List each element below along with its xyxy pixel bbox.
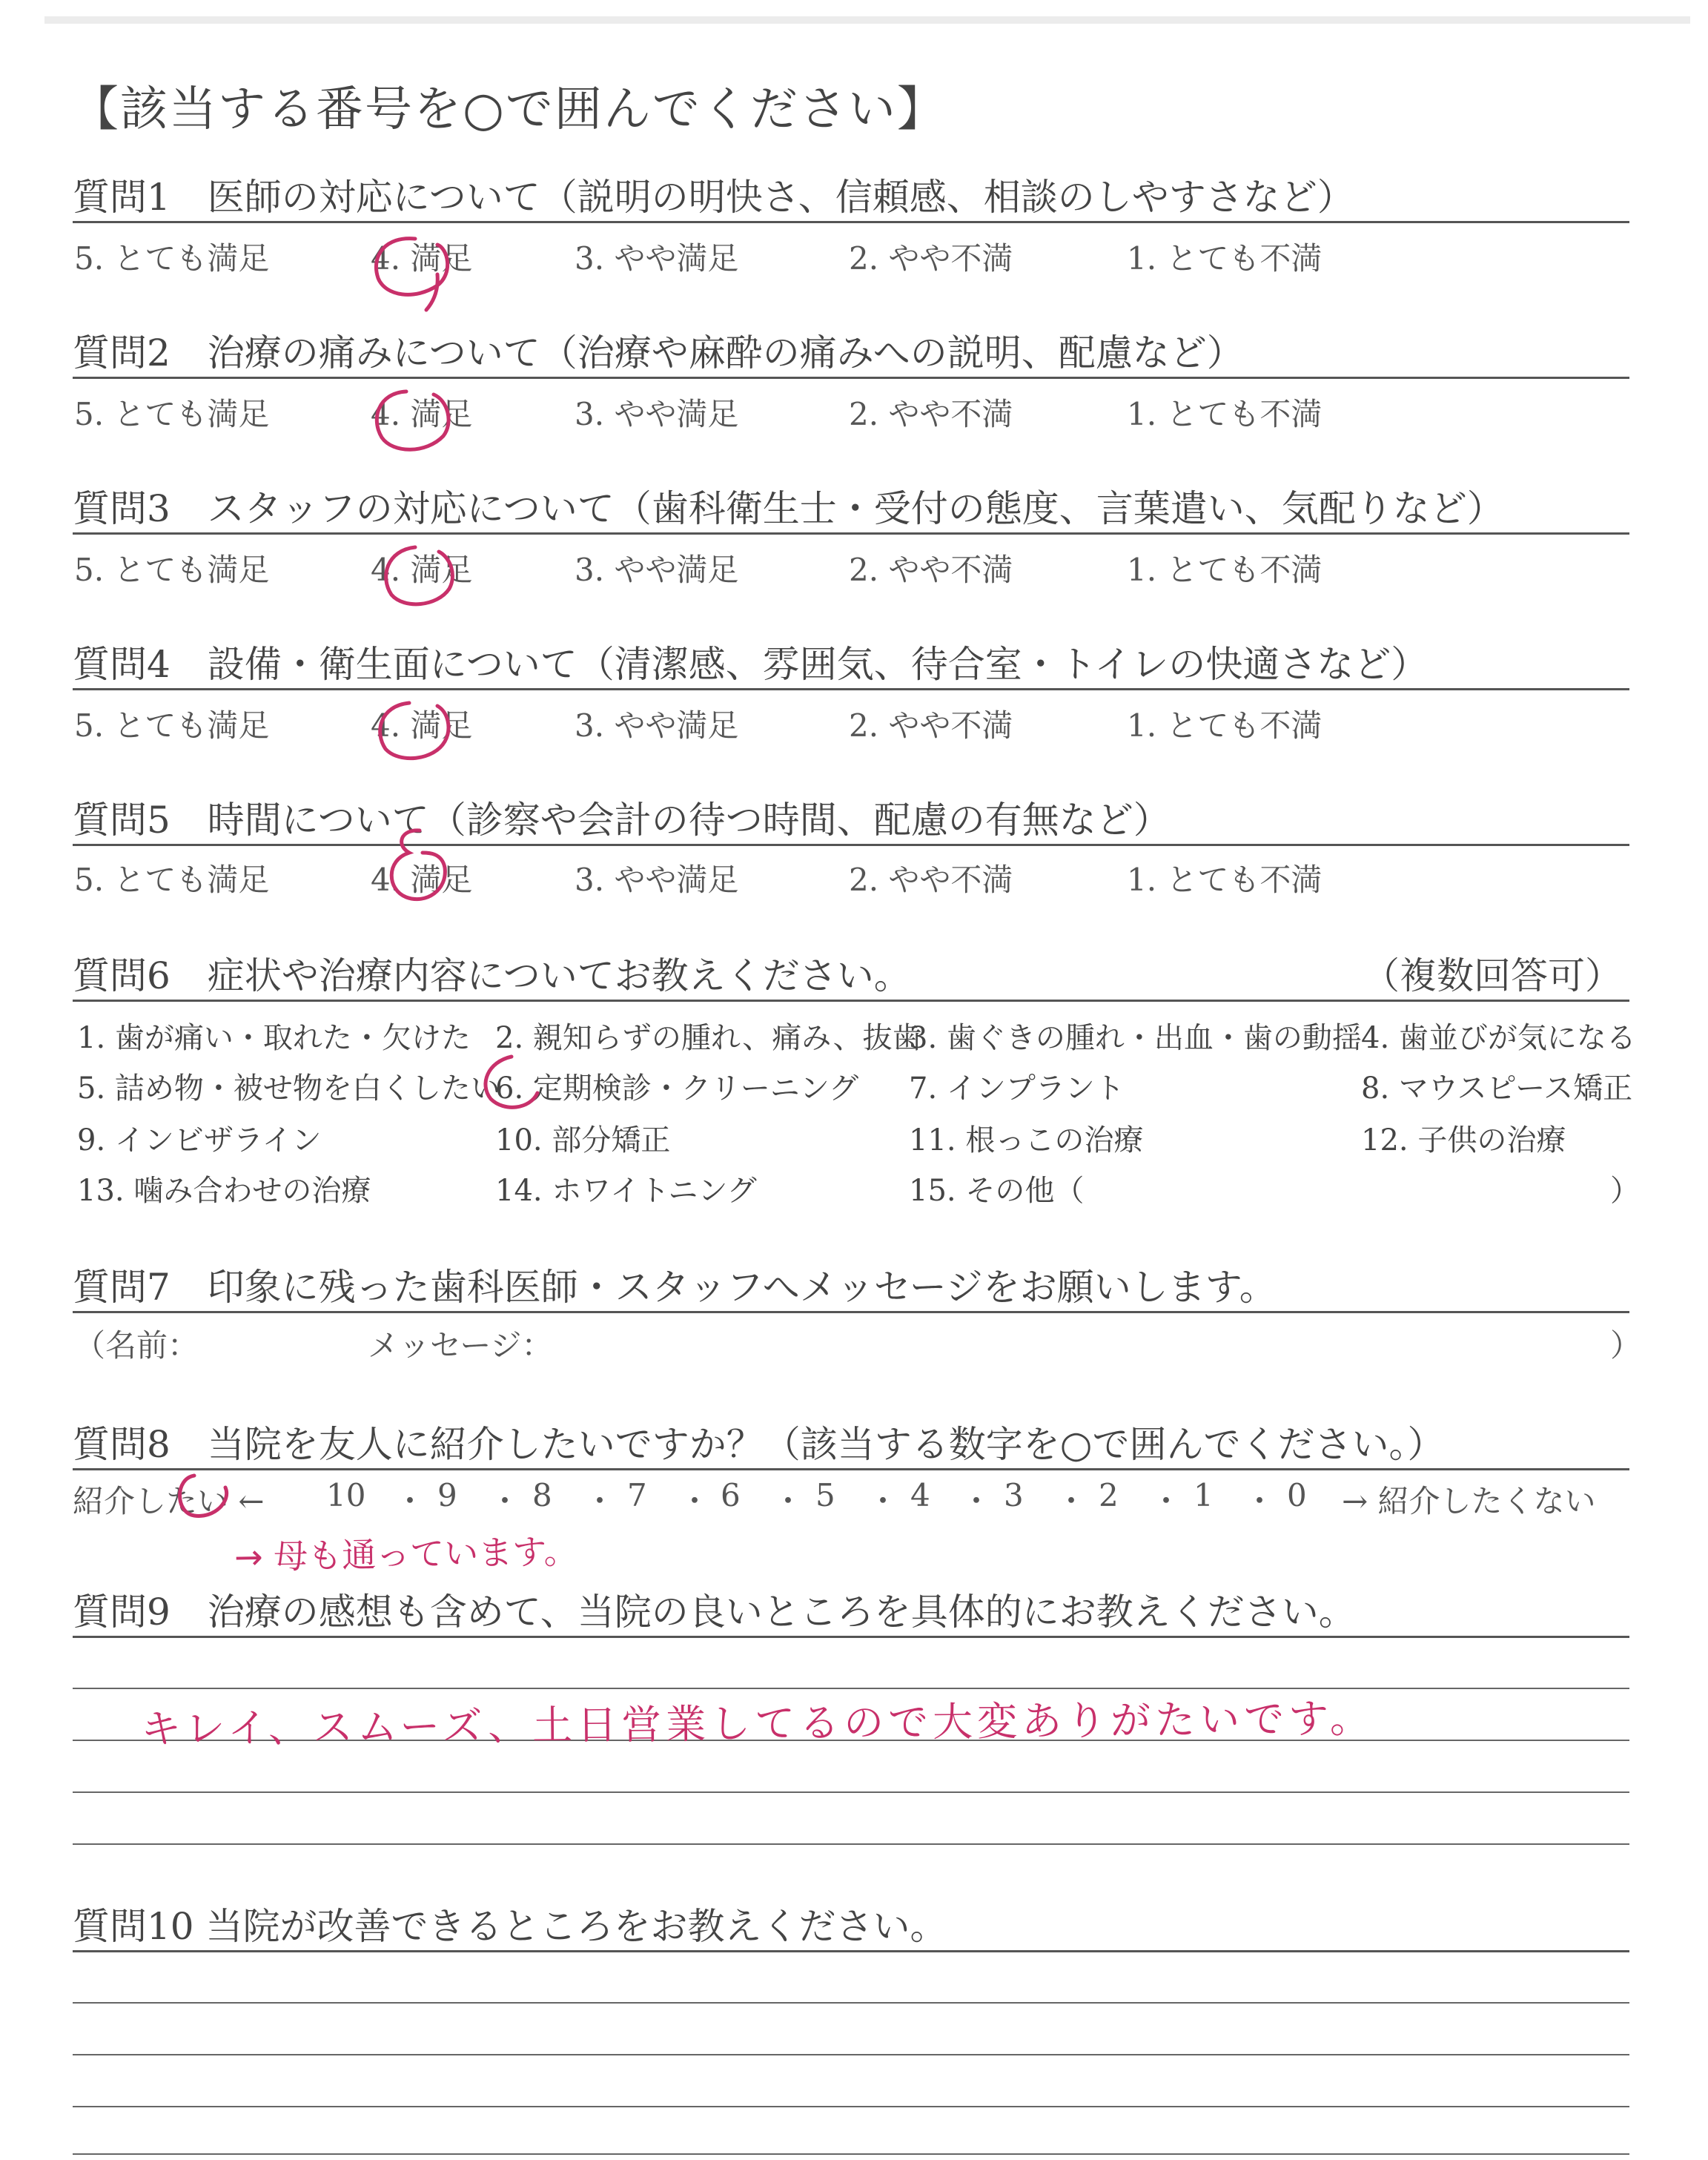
question-2-title: 質問2 治療の痛みについて（治療や麻酔の痛みへの説明、配慮など） [73, 331, 1244, 374]
question-6-note: （複数回答可） [1363, 954, 1622, 997]
q8-scale-0[interactable]: 0 [1287, 1477, 1307, 1513]
q1-option-1[interactable]: 1. とても不満 [1127, 240, 1323, 277]
q5-option-5[interactable]: 5. とても満足 [74, 862, 270, 898]
q1-option-5[interactable]: 5. とても満足 [74, 240, 270, 277]
q4-option-2[interactable]: 2. やや不満 [849, 707, 1013, 744]
q8-scale-2[interactable]: 2 [1099, 1477, 1119, 1513]
q8-scale-5[interactable]: 5 [815, 1477, 835, 1513]
q2-option-3[interactable]: 3. やや満足 [575, 396, 739, 432]
q7-close: ） [1610, 1327, 1642, 1364]
q8-dot: ・ [1056, 1483, 1088, 1519]
q6-option-3[interactable]: 3. 歯ぐきの腫れ・出血・歯の動揺 [909, 1021, 1362, 1055]
q6-option-7[interactable]: 7. インプラント [909, 1071, 1125, 1106]
answer-line [73, 1843, 1629, 1845]
q8-scale-9[interactable]: 9 [437, 1477, 457, 1513]
q6-option-15[interactable]: 15. その他（ [909, 1174, 1085, 1208]
q4-option-5[interactable]: 5. とても満足 [74, 707, 270, 744]
q3-option-4[interactable]: 4. 満足 [371, 552, 473, 588]
question-9-title: 質問9 治療の感想も含めて、当院の良いところを具体的にお教えください。 [73, 1591, 1356, 1634]
q8-dot: ・ [1244, 1483, 1276, 1519]
q2-option-5[interactable]: 5. とても満足 [74, 396, 270, 432]
q4-option-4[interactable]: 4. 満足 [371, 707, 473, 744]
q8-scale-4[interactable]: 4 [910, 1477, 930, 1513]
question-7-title: 質問7 印象に残った歯科医師・スタッフへメッセージをお願いします。 [73, 1266, 1277, 1309]
q8-dot: ・ [584, 1483, 616, 1519]
q8-handwritten-note: → 母も通っています。 [234, 1530, 578, 1578]
q8-dot: ・ [489, 1483, 521, 1519]
q8-dot: ・ [394, 1483, 426, 1519]
q3-option-1[interactable]: 1. とても不満 [1127, 552, 1323, 588]
q8-dot: ・ [772, 1483, 804, 1519]
q6-option-5[interactable]: 5. 詰め物・被せ物を白くしたい [77, 1071, 500, 1106]
question-4-title: 質問4 設備・衛生面について（清潔感、雰囲気、待合室・トイレの快適さなど） [73, 643, 1429, 686]
q8-scale-10[interactable]: 10 [326, 1477, 366, 1513]
answer-line [73, 1791, 1629, 1793]
q2-option-2[interactable]: 2. やや不満 [849, 396, 1013, 432]
q5-option-3[interactable]: 3. やや満足 [575, 862, 739, 898]
q2-option-4[interactable]: 4. 満足 [371, 396, 473, 432]
question-10-title: 質問10 当院が改善できるところをお教えください。 [73, 1905, 947, 1948]
question-6-rule [73, 1000, 1629, 1002]
q6-option-8[interactable]: 8. マウスピース矯正 [1361, 1071, 1633, 1106]
question-4-rule [73, 688, 1629, 690]
q6-option-11[interactable]: 11. 根っこの治療 [909, 1123, 1144, 1157]
answer-line [73, 2054, 1629, 2055]
q8-scale-1[interactable]: 1 [1194, 1477, 1214, 1513]
q6-option-9[interactable]: 9. インビザライン [77, 1123, 322, 1157]
q6-option-12[interactable]: 12. 子供の治療 [1361, 1123, 1566, 1157]
q5-option-1[interactable]: 1. とても不満 [1127, 862, 1323, 898]
question-5-title: 質問5 時間について（診察や会計の待つ時間、配慮の有無など） [73, 799, 1171, 842]
q7-message-label: メッセージ： [368, 1327, 553, 1364]
q5-option-2[interactable]: 2. やや不満 [849, 862, 1013, 898]
q8-scale-6[interactable]: 6 [721, 1477, 741, 1513]
q8-dot: ・ [1151, 1483, 1182, 1519]
question-9-rule [73, 1636, 1629, 1638]
q6-option-1[interactable]: 1. 歯が痛い・取れた・欠けた [77, 1021, 471, 1055]
q8-scale-7[interactable]: 7 [627, 1477, 647, 1513]
answer-line [73, 1688, 1629, 1689]
q6-option-6[interactable]: 6. 定期検診・クリーニング [495, 1071, 859, 1106]
q5-option-4[interactable]: 4. 満足 [371, 862, 473, 898]
question-1-rule [73, 221, 1629, 223]
q8-scale-3[interactable]: 3 [1004, 1477, 1024, 1513]
q4-option-1[interactable]: 1. とても不満 [1127, 707, 1323, 744]
page-heading: 【該当する番号を○で囲んでください】 [71, 82, 946, 137]
question-10-rule [73, 1950, 1629, 1952]
answer-line [73, 2002, 1629, 2004]
q8-scale-8[interactable]: 8 [532, 1477, 552, 1513]
question-8-rule [73, 1468, 1629, 1470]
q8-dot: ・ [961, 1483, 993, 1519]
question-1-title: 質問1 医師の対応について（説明の明快さ、信頼感、相談のしやすさなど） [73, 176, 1354, 219]
q9-handwritten-answer: キレイ、スムーズ、土日営業してるので大変ありがたいです。 [140, 1694, 1375, 1753]
question-7-rule [73, 1311, 1629, 1313]
q8-dot: ・ [679, 1483, 711, 1519]
q4-option-3[interactable]: 3. やや満足 [575, 707, 739, 744]
q1-option-2[interactable]: 2. やや不満 [849, 240, 1013, 277]
q6-option-2[interactable]: 2. 親知らずの腫れ、痛み、抜歯 [495, 1021, 922, 1055]
q7-name-label: （名前： [74, 1327, 199, 1364]
question-6-title: 質問6 症状や治療内容についてお教えください。 [73, 954, 911, 997]
q6-option-15-close: ） [1610, 1174, 1640, 1208]
q6-option-13[interactable]: 13. 噛み合わせの治療 [77, 1174, 371, 1208]
scan-edge [44, 16, 1690, 24]
q6-option-10[interactable]: 10. 部分矯正 [495, 1123, 671, 1157]
answer-line [73, 2153, 1629, 2155]
q3-option-3[interactable]: 3. やや満足 [575, 552, 739, 588]
q3-option-5[interactable]: 5. とても満足 [74, 552, 270, 588]
q8-left-label: 紹介したい ← [73, 1483, 265, 1519]
question-8-title: 質問8 当院を友人に紹介したいですか？（該当する数字を○で囲んでください。） [73, 1423, 1445, 1466]
question-3-title: 質問3 スタッフの対応について（歯科衛生士・受付の態度、言葉遣い、気配りなど） [73, 487, 1504, 530]
q8-dot: ・ [867, 1483, 899, 1519]
answer-line [73, 2106, 1629, 2107]
q6-option-14[interactable]: 14. ホワイトニング [495, 1174, 757, 1208]
question-5-rule [73, 844, 1629, 846]
question-2-rule [73, 377, 1629, 379]
q3-option-2[interactable]: 2. やや不満 [849, 552, 1013, 588]
question-3-rule [73, 532, 1629, 535]
q2-option-1[interactable]: 1. とても不満 [1127, 396, 1323, 432]
q8-right-label: → 紹介したくない [1342, 1483, 1596, 1519]
q1-option-4[interactable]: 4. 満足 [371, 240, 473, 277]
q1-option-3[interactable]: 3. やや満足 [575, 240, 739, 277]
q6-option-4[interactable]: 4. 歯並びが気になる [1361, 1021, 1636, 1055]
